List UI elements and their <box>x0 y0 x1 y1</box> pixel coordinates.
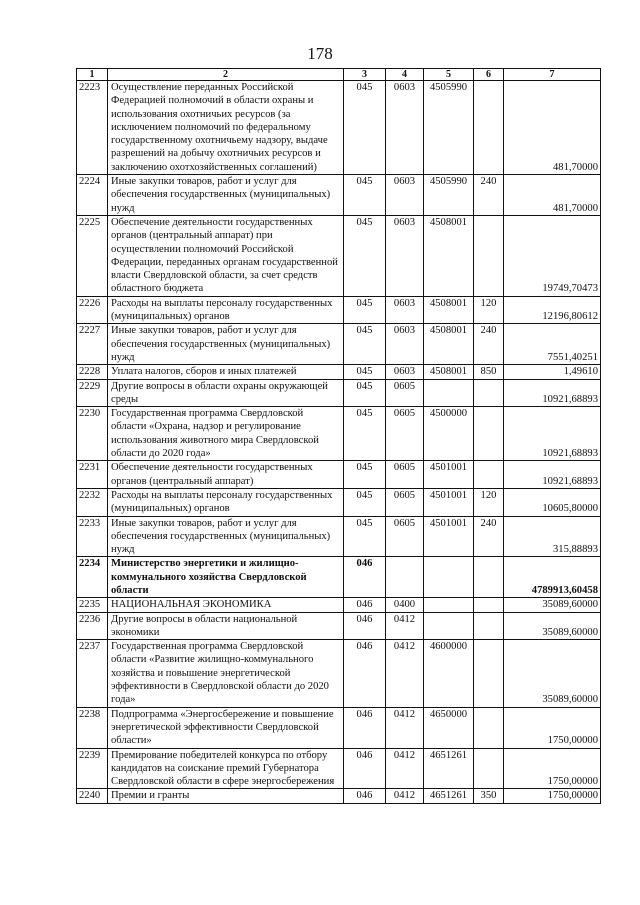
row-code-4: 0412 <box>386 612 424 640</box>
row-name: НАЦИОНАЛЬНАЯ ЭКОНОМИКА <box>108 598 344 612</box>
row-number: 2236 <box>77 612 108 640</box>
row-code-5: 4508001 <box>424 324 474 365</box>
row-code-4: 0605 <box>386 516 424 557</box>
row-amount: 35089,60000 <box>504 612 601 640</box>
row-code-4 <box>386 557 424 598</box>
row-amount: 1750,00000 <box>504 707 601 748</box>
row-code-6 <box>474 379 504 407</box>
column-header: 7 <box>504 69 601 81</box>
row-number: 2225 <box>77 215 108 296</box>
row-name: Расходы на выплаты персоналу государственных (муниципальных) органов <box>108 296 344 324</box>
row-number: 2228 <box>77 365 108 379</box>
row-code-5: 4501001 <box>424 516 474 557</box>
table-row <box>77 488 601 516</box>
row-code-3: 045 <box>344 407 386 461</box>
row-code-3: 046 <box>344 598 386 612</box>
row-number: 2234 <box>77 557 108 598</box>
row-code-4: 0603 <box>386 175 424 216</box>
column-header: 2 <box>108 69 344 81</box>
table-row <box>77 707 601 748</box>
column-header: 4 <box>386 69 424 81</box>
row-amount: 35089,60000 <box>504 640 601 707</box>
row-name: Осуществление переданных Российской Федерацией полномочий в области охраны и использования охотничьих ресурсов (за исключением полномочий по федеральному государственному охотничьему надзору, выдаче разрешений на добычу охотничьих ресурсов и заключению охотхозяйственных соглашений) <box>108 81 344 175</box>
row-code-4: 0412 <box>386 789 424 803</box>
row-code-6 <box>474 81 504 175</box>
row-code-6 <box>474 215 504 296</box>
row-code-3: 045 <box>344 365 386 379</box>
row-code-4: 0603 <box>386 324 424 365</box>
row-number: 2231 <box>77 461 108 489</box>
row-name: Расходы на выплаты персоналу государственных (муниципальных) органов <box>108 488 344 516</box>
table-row <box>77 324 601 365</box>
row-code-4: 0605 <box>386 461 424 489</box>
row-code-4: 0603 <box>386 296 424 324</box>
row-number: 2239 <box>77 748 108 789</box>
row-name: Обеспечение деятельности государственных органов (центральный аппарат) <box>108 461 344 489</box>
row-name: Иные закупки товаров, работ и услуг для обеспечения государственных (муниципальных) нужд <box>108 324 344 365</box>
column-header: 6 <box>474 69 504 81</box>
row-code-5: 4508001 <box>424 365 474 379</box>
row-name: Иные закупки товаров, работ и услуг для обеспечения государственных (муниципальных) нужд <box>108 516 344 557</box>
table-row <box>77 175 601 216</box>
row-number: 2233 <box>77 516 108 557</box>
row-amount: 35089,60000 <box>504 598 601 612</box>
row-code-6: 850 <box>474 365 504 379</box>
row-code-3: 045 <box>344 488 386 516</box>
row-code-4: 0605 <box>386 488 424 516</box>
table-row <box>77 215 601 296</box>
row-amount: 10605,80000 <box>504 488 601 516</box>
row-code-5: 4508001 <box>424 215 474 296</box>
row-name: Иные закупки товаров, работ и услуг для обеспечения государственных (муниципальных) нужд <box>108 175 344 216</box>
row-code-4: 0605 <box>386 407 424 461</box>
row-code-3: 045 <box>344 81 386 175</box>
row-code-5: 4651261 <box>424 789 474 803</box>
row-code-6: 120 <box>474 488 504 516</box>
table-row <box>77 296 601 324</box>
row-code-3: 045 <box>344 461 386 489</box>
row-code-6: 350 <box>474 789 504 803</box>
row-number: 2223 <box>77 81 108 175</box>
row-number: 2230 <box>77 407 108 461</box>
row-code-6: 240 <box>474 324 504 365</box>
row-code-4: 0412 <box>386 707 424 748</box>
row-code-3: 045 <box>344 296 386 324</box>
table-row <box>77 640 601 707</box>
row-amount: 4789913,60458 <box>504 557 601 598</box>
row-number: 2227 <box>77 324 108 365</box>
row-code-5 <box>424 379 474 407</box>
row-code-5 <box>424 598 474 612</box>
row-number: 2232 <box>77 488 108 516</box>
row-code-5: 4508001 <box>424 296 474 324</box>
row-amount: 7551,40251 <box>504 324 601 365</box>
row-code-4: 0603 <box>386 365 424 379</box>
row-amount: 19749,70473 <box>504 215 601 296</box>
row-amount: 1,49610 <box>504 365 601 379</box>
row-name: Премирование победителей конкурса по отбору кандидатов на соискание премий Губернатора Свердловской области в сфере энергосбережения <box>108 748 344 789</box>
table-row <box>77 612 601 640</box>
table-row <box>77 81 601 175</box>
row-code-3: 045 <box>344 175 386 216</box>
column-header: 3 <box>344 69 386 81</box>
row-code-3: 045 <box>344 516 386 557</box>
row-number: 2229 <box>77 379 108 407</box>
row-name: Другие вопросы в области охраны окружающей среды <box>108 379 344 407</box>
row-amount: 10921,68893 <box>504 379 601 407</box>
page-number: 178 <box>307 44 333 63</box>
row-code-3: 045 <box>344 379 386 407</box>
budget-table <box>76 68 601 804</box>
row-amount: 10921,68893 <box>504 407 601 461</box>
row-number: 2226 <box>77 296 108 324</box>
row-code-4: 0603 <box>386 215 424 296</box>
row-amount: 10921,68893 <box>504 461 601 489</box>
row-number: 2240 <box>77 789 108 803</box>
row-code-6: 240 <box>474 175 504 216</box>
row-code-3: 046 <box>344 707 386 748</box>
header-row <box>77 69 601 81</box>
row-amount: 315,88893 <box>504 516 601 557</box>
row-code-3: 046 <box>344 640 386 707</box>
row-amount: 12196,80612 <box>504 296 601 324</box>
row-code-5: 4501001 <box>424 461 474 489</box>
row-code-6 <box>474 640 504 707</box>
row-code-6: 120 <box>474 296 504 324</box>
table-row <box>77 598 601 612</box>
row-number: 2238 <box>77 707 108 748</box>
row-amount: 481,70000 <box>504 175 601 216</box>
row-code-5: 4600000 <box>424 640 474 707</box>
row-name: Министерство энергетики и жилищно-коммунального хозяйства Свердловской области <box>108 557 344 598</box>
row-name: Государственная программа Свердловской области «Охрана, надзор и регулирование использования животного мира Свердловской области до 2020 года» <box>108 407 344 461</box>
table-row <box>77 379 601 407</box>
table-row <box>77 407 601 461</box>
table-row <box>77 748 601 789</box>
row-code-6 <box>474 612 504 640</box>
row-amount: 1750,00000 <box>504 748 601 789</box>
row-code-3: 045 <box>344 215 386 296</box>
row-code-3: 046 <box>344 557 386 598</box>
row-code-5: 4650000 <box>424 707 474 748</box>
row-code-6 <box>474 598 504 612</box>
row-code-5 <box>424 612 474 640</box>
row-code-5: 4505990 <box>424 175 474 216</box>
row-name: Обеспечение деятельности государственных органов (центральный аппарат) при осуществлении полномочий Российской Федерации, переданных органам государственной власти Свердловской области, за счет средств областного бюджета <box>108 215 344 296</box>
row-code-4: 0412 <box>386 748 424 789</box>
row-code-5: 4501001 <box>424 488 474 516</box>
row-code-6: 240 <box>474 516 504 557</box>
row-code-3: 046 <box>344 612 386 640</box>
row-code-3: 046 <box>344 748 386 789</box>
column-header: 5 <box>424 69 474 81</box>
row-code-5: 4651261 <box>424 748 474 789</box>
row-code-4: 0603 <box>386 81 424 175</box>
row-amount: 481,70000 <box>504 81 601 175</box>
row-code-6 <box>474 407 504 461</box>
column-header: 1 <box>77 69 108 81</box>
row-code-4: 0412 <box>386 640 424 707</box>
row-name: Уплата налогов, сборов и иных платежей <box>108 365 344 379</box>
row-name: Премии и гранты <box>108 789 344 803</box>
row-name: Другие вопросы в области национальной экономики <box>108 612 344 640</box>
row-number: 2224 <box>77 175 108 216</box>
row-name: Государственная программа Свердловской области «Развитие жилищно-коммунального хозяйства и повышение энергетической эффективности в Свердловской области до 2020 года» <box>108 640 344 707</box>
table-row <box>77 557 601 598</box>
row-number: 2237 <box>77 640 108 707</box>
row-number: 2235 <box>77 598 108 612</box>
table-row <box>77 789 601 803</box>
table-row <box>77 365 601 379</box>
row-code-6 <box>474 461 504 489</box>
table-body <box>77 81 601 804</box>
row-code-6 <box>474 707 504 748</box>
row-code-5: 4500000 <box>424 407 474 461</box>
row-name: Подпрограмма «Энергосбережение и повышение энергетической эффективности Свердловской области» <box>108 707 344 748</box>
row-code-6 <box>474 748 504 789</box>
row-code-4: 0605 <box>386 379 424 407</box>
table-row <box>77 461 601 489</box>
row-code-5: 4505990 <box>424 81 474 175</box>
row-code-5 <box>424 557 474 598</box>
row-code-6 <box>474 557 504 598</box>
row-code-3: 045 <box>344 324 386 365</box>
row-amount: 1750,00000 <box>504 789 601 803</box>
row-code-4: 0400 <box>386 598 424 612</box>
table-row <box>77 516 601 557</box>
row-code-3: 046 <box>344 789 386 803</box>
